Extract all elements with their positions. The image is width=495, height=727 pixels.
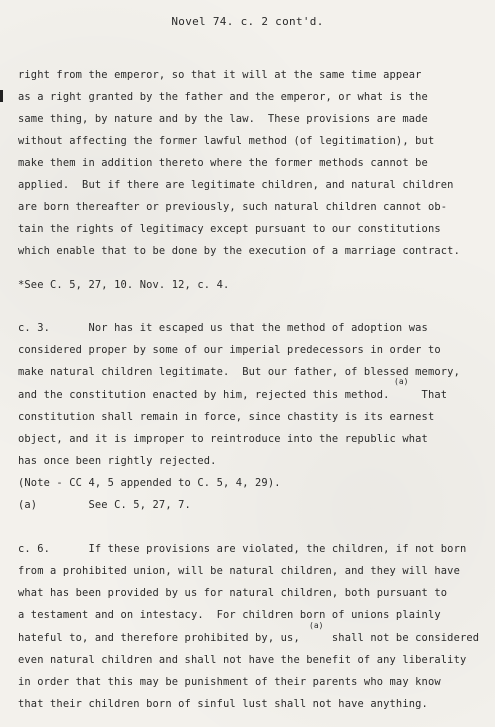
text-line: make them in addition thereto where the former methods cannot be	[18, 157, 428, 169]
text-line: and the constitution enacted by him, rejected this method. That	[18, 389, 448, 401]
text-line: right from the emperor, so that it will at the same time appear	[18, 69, 422, 81]
text-line: what has been provided by us for natural children, both pursuant to	[18, 587, 448, 599]
text-line: in order that this may be punishment of their parents who may know	[18, 676, 441, 688]
footnote: (a) See C. 5, 27, 7.	[18, 499, 191, 511]
text-line: c. 6. If these provisions are violated, the children, if not born	[18, 543, 467, 555]
footnote-marker: (a)	[309, 621, 324, 630]
text-line: even natural children and shall not have the benefit of any liberality	[18, 654, 467, 666]
text-line: a testament and on intestacy. For children born of unions plainly	[18, 609, 441, 621]
text-line: same thing, by nature and by the law. These provisions are made	[18, 113, 428, 125]
text-line: hateful to, and therefore prohibited by, us, shall not be considered	[18, 632, 480, 644]
note-line: (Note - CC 4, 5 appended to C. 5, 4, 29).	[18, 477, 281, 489]
text-line: applied. But if there are legitimate children, and natural children	[18, 179, 454, 191]
binding-mark	[0, 90, 3, 102]
text-line: c. 3. Nor has it escaped us that the method of adoption was	[18, 322, 428, 334]
text-line: without affecting the former lawful method (of legitimation), but	[18, 135, 435, 147]
text-line: object, and it is improper to reintroduce into the republic what	[18, 433, 428, 445]
footnote: *See C. 5, 27, 10. Nov. 12, c. 4.	[18, 279, 230, 291]
text-line: constitution shall remain in force, since chastity is its earnest	[18, 411, 435, 423]
text-line: as a right granted by the father and the emperor, or what is the	[18, 91, 428, 103]
text-line: tain the rights of legitimacy except pursuant to our constitutions	[18, 223, 441, 235]
text-line: which enable that to be done by the execution of a marriage contract.	[18, 245, 460, 257]
page-header: Novel 74. c. 2 cont'd.	[171, 15, 324, 28]
text-line: are born thereafter or previously, such natural children cannot ob-	[18, 201, 448, 213]
footnote-marker: (a)	[394, 377, 409, 386]
text-line: has once been rightly rejected.	[18, 455, 217, 467]
text-line: considered proper by some of our imperial predecessors in order to	[18, 344, 441, 356]
text-line: from a prohibited union, will be natural children, and they will have	[18, 565, 460, 577]
text-line: make natural children legitimate. But our father, of blessed memory,	[18, 366, 460, 378]
text-line: that their children born of sinful lust shall not have anything.	[18, 698, 428, 710]
